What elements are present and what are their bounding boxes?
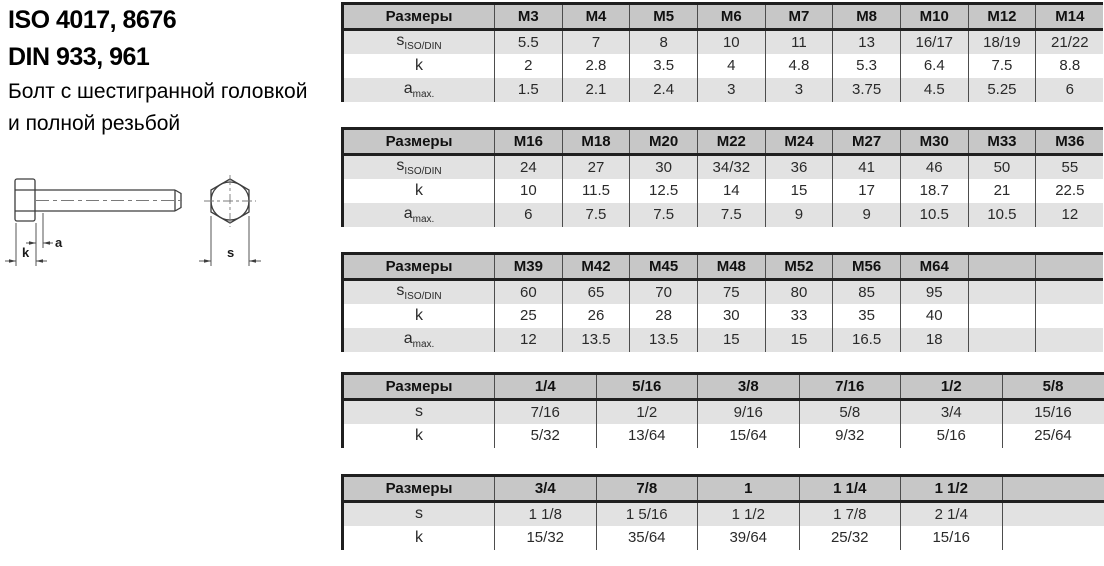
table-corner-label: Размеры	[343, 4, 495, 30]
row-label: s	[415, 403, 423, 421]
size-value: 11.5	[562, 179, 630, 203]
column-header: M3	[495, 4, 563, 30]
arrow-a-left	[29, 241, 36, 245]
column-header: M10	[900, 4, 968, 30]
size-value: 2.4	[630, 78, 698, 102]
size-value: 25/64	[1002, 424, 1104, 448]
size-value: 21/22	[1036, 30, 1104, 54]
size-value: 85	[833, 280, 901, 304]
column-header: M33	[968, 129, 1036, 155]
table-corner-label: Размеры	[343, 129, 495, 155]
column-header: 1	[698, 476, 800, 502]
row-label: k	[415, 426, 423, 444]
row-label: k	[415, 56, 423, 74]
size-value: 16.5	[833, 328, 901, 352]
size-value: 3	[697, 78, 765, 102]
size-value: 39/64	[698, 526, 800, 550]
size-value: 46	[900, 155, 968, 179]
size-value: 30	[697, 304, 765, 328]
size-value: 25/32	[799, 526, 901, 550]
size-value: 10.5	[900, 203, 968, 227]
size-value: 5/16	[901, 424, 1003, 448]
title-block	[8, 2, 307, 140]
size-value: 15/16	[901, 526, 1003, 550]
table-row	[343, 179, 1104, 203]
column-header: 7/8	[596, 476, 698, 502]
table-header-row	[343, 374, 1104, 400]
bolt-diagram	[2, 160, 272, 295]
column-header: M24	[765, 129, 833, 155]
arrow-s-left	[204, 259, 211, 263]
size-value: 7.5	[968, 54, 1036, 78]
size-value: 7/16	[495, 400, 597, 424]
column-header: M20	[630, 129, 698, 155]
standard-iso: ISO 4017, 8676	[8, 6, 177, 34]
column-header: 1/4	[495, 374, 597, 400]
size-value: 13.5	[630, 328, 698, 352]
size-value: 95	[900, 280, 968, 304]
size-value: 4	[697, 54, 765, 78]
size-value: 36	[765, 155, 833, 179]
standard-din: DIN 933, 961	[8, 43, 150, 71]
size-value: 6	[495, 203, 563, 227]
size-value: 16/17	[900, 30, 968, 54]
column-header: 5/16	[596, 374, 698, 400]
size-value: 2.1	[562, 78, 630, 102]
size-value: 34/32	[697, 155, 765, 179]
size-value: 75	[697, 280, 765, 304]
size-value: 11	[765, 30, 833, 54]
size-value: 60	[495, 280, 563, 304]
size-value: 21	[968, 179, 1036, 203]
table-header-row	[343, 476, 1104, 502]
row-label: $a_{max.}$	[403, 204, 435, 225]
column-header	[968, 254, 1036, 280]
size-value: 25	[495, 304, 563, 328]
size-value: 9	[833, 203, 901, 227]
column-header: M42	[562, 254, 630, 280]
column-header: M5	[630, 4, 698, 30]
size-value: 28	[630, 304, 698, 328]
arrow-k-right	[36, 259, 43, 263]
column-header: 3/4	[495, 476, 597, 502]
size-value: 3.75	[833, 78, 901, 102]
column-header: M8	[833, 4, 901, 30]
size-value: 7.5	[562, 203, 630, 227]
table-row	[343, 328, 1104, 352]
size-value	[968, 328, 1036, 352]
table-row	[343, 526, 1104, 550]
size-value: 12	[495, 328, 563, 352]
size-value: 18/19	[968, 30, 1036, 54]
size-value: 10	[697, 30, 765, 54]
row-label: $s_{ISO/DIN}$	[396, 157, 442, 178]
table-row	[343, 280, 1104, 304]
size-value: 6	[1036, 78, 1104, 102]
size-value: 8	[630, 30, 698, 54]
row-label: s	[415, 505, 423, 523]
column-header: M45	[630, 254, 698, 280]
size-value: 5.3	[833, 54, 901, 78]
column-header: M64	[900, 254, 968, 280]
size-value: 1 7/8	[799, 502, 901, 526]
size-value: 1 5/16	[596, 502, 698, 526]
size-value: 1/2	[596, 400, 698, 424]
arrow-a-right	[43, 241, 50, 245]
column-header	[1002, 476, 1104, 502]
column-header: M52	[765, 254, 833, 280]
size-value: 15	[697, 328, 765, 352]
row-label: $s_{ISO/DIN}$	[396, 32, 442, 53]
table-row	[343, 502, 1104, 526]
size-value: 26	[562, 304, 630, 328]
size-value: 12	[1036, 203, 1104, 227]
table-row	[343, 54, 1104, 78]
table-row	[343, 424, 1104, 448]
column-header: M30	[900, 129, 968, 155]
size-value: 35	[833, 304, 901, 328]
size-table-metric-large	[341, 252, 1103, 352]
size-value: 5.25	[968, 78, 1036, 102]
table-row	[343, 78, 1104, 102]
size-value: 27	[562, 155, 630, 179]
bolt-head-side	[15, 179, 35, 221]
size-value: 13.5	[562, 328, 630, 352]
size-table-inch-small	[341, 372, 1104, 448]
size-value: 13	[833, 30, 901, 54]
size-value	[968, 280, 1036, 304]
table-header-row	[343, 254, 1104, 280]
size-value: 4.8	[765, 54, 833, 78]
size-value: 12.5	[630, 179, 698, 203]
size-value: 1 1/2	[698, 502, 800, 526]
table-row	[343, 304, 1104, 328]
size-table-inch-large	[341, 474, 1104, 550]
product-description-line1: Болт с шестигранной головкой	[8, 80, 308, 103]
column-header: M12	[968, 4, 1036, 30]
row-label: k	[415, 181, 423, 199]
table-row	[343, 155, 1104, 179]
size-value: 70	[630, 280, 698, 304]
size-table-metric-small	[341, 2, 1103, 102]
dim-label-s: s	[227, 245, 235, 260]
column-header: M14	[1036, 4, 1104, 30]
size-value: 13/64	[596, 424, 698, 448]
column-header: M36	[1036, 129, 1104, 155]
column-header: 5/8	[1002, 374, 1104, 400]
row-label: $s_{ISO/DIN}$	[396, 282, 442, 303]
table-header-row	[343, 4, 1104, 30]
size-value: 18	[900, 328, 968, 352]
arrow-k-left	[9, 259, 16, 263]
size-value	[1036, 304, 1104, 328]
size-value: 1 1/8	[495, 502, 597, 526]
size-value: 5/32	[495, 424, 597, 448]
table-row	[343, 400, 1104, 424]
column-header: M56	[833, 254, 901, 280]
column-header: M27	[833, 129, 901, 155]
column-header: M22	[697, 129, 765, 155]
bolt-technical-drawing	[2, 160, 272, 290]
size-value: 15	[765, 179, 833, 203]
size-value	[1002, 526, 1104, 550]
row-label: k	[415, 528, 423, 546]
table-row	[343, 203, 1104, 227]
size-value: 15/32	[495, 526, 597, 550]
size-value	[968, 304, 1036, 328]
size-value: 5/8	[799, 400, 901, 424]
column-header: M18	[562, 129, 630, 155]
size-value: 4.5	[900, 78, 968, 102]
size-value: 18.7	[900, 179, 968, 203]
size-value: 14	[697, 179, 765, 203]
column-header: 1 1/2	[901, 476, 1003, 502]
column-header: 3/8	[698, 374, 800, 400]
size-value: 15	[765, 328, 833, 352]
table-header-row	[343, 129, 1104, 155]
row-label: $a_{max.}$	[403, 79, 435, 100]
size-value: 65	[562, 280, 630, 304]
row-label: $a_{max.}$	[403, 329, 435, 350]
size-value	[1036, 280, 1104, 304]
size-value: 10	[495, 179, 563, 203]
size-value: 80	[765, 280, 833, 304]
size-value: 3.5	[630, 54, 698, 78]
size-value: 2 1/4	[901, 502, 1003, 526]
size-value: 55	[1036, 155, 1104, 179]
size-value: 9/16	[698, 400, 800, 424]
table-row	[343, 30, 1104, 54]
size-table-metric-medium	[341, 127, 1103, 227]
size-value: 7.5	[630, 203, 698, 227]
row-label: k	[415, 306, 423, 324]
size-value: 15/64	[698, 424, 800, 448]
size-value: 33	[765, 304, 833, 328]
table-corner-label: Размеры	[343, 254, 495, 280]
size-value: 6.4	[900, 54, 968, 78]
column-header: M7	[765, 4, 833, 30]
tables-panel	[341, 0, 1104, 566]
size-value: 8.8	[1036, 54, 1104, 78]
size-value: 3	[765, 78, 833, 102]
size-value	[1002, 502, 1104, 526]
size-value: 2.8	[562, 54, 630, 78]
size-value: 40	[900, 304, 968, 328]
arrow-s-right	[249, 259, 256, 263]
column-header: M39	[495, 254, 563, 280]
size-value: 22.5	[1036, 179, 1104, 203]
size-value: 7.5	[697, 203, 765, 227]
column-header	[1036, 254, 1104, 280]
size-value: 17	[833, 179, 901, 203]
size-value: 30	[630, 155, 698, 179]
column-header: 1/2	[901, 374, 1003, 400]
column-header: M16	[495, 129, 563, 155]
column-header: 7/16	[799, 374, 901, 400]
size-value: 2	[495, 54, 563, 78]
table-corner-label: Размеры	[343, 476, 495, 502]
column-header: M48	[697, 254, 765, 280]
size-value: 15/16	[1002, 400, 1104, 424]
table-corner-label: Размеры	[343, 374, 495, 400]
column-header: 1 1/4	[799, 476, 901, 502]
dim-label-k: k	[22, 245, 30, 260]
column-header: M6	[697, 4, 765, 30]
column-header: M4	[562, 4, 630, 30]
size-value: 9/32	[799, 424, 901, 448]
size-value: 50	[968, 155, 1036, 179]
size-value	[1036, 328, 1104, 352]
product-description-line2: и полной резьбой	[8, 112, 181, 135]
size-value: 1.5	[495, 78, 563, 102]
size-value: 41	[833, 155, 901, 179]
size-value: 10.5	[968, 203, 1036, 227]
size-value: 24	[495, 155, 563, 179]
size-value: 7	[562, 30, 630, 54]
size-value: 35/64	[596, 526, 698, 550]
size-value: 5.5	[495, 30, 563, 54]
size-value: 9	[765, 203, 833, 227]
size-value: 3/4	[901, 400, 1003, 424]
dim-label-a: a	[55, 235, 63, 250]
